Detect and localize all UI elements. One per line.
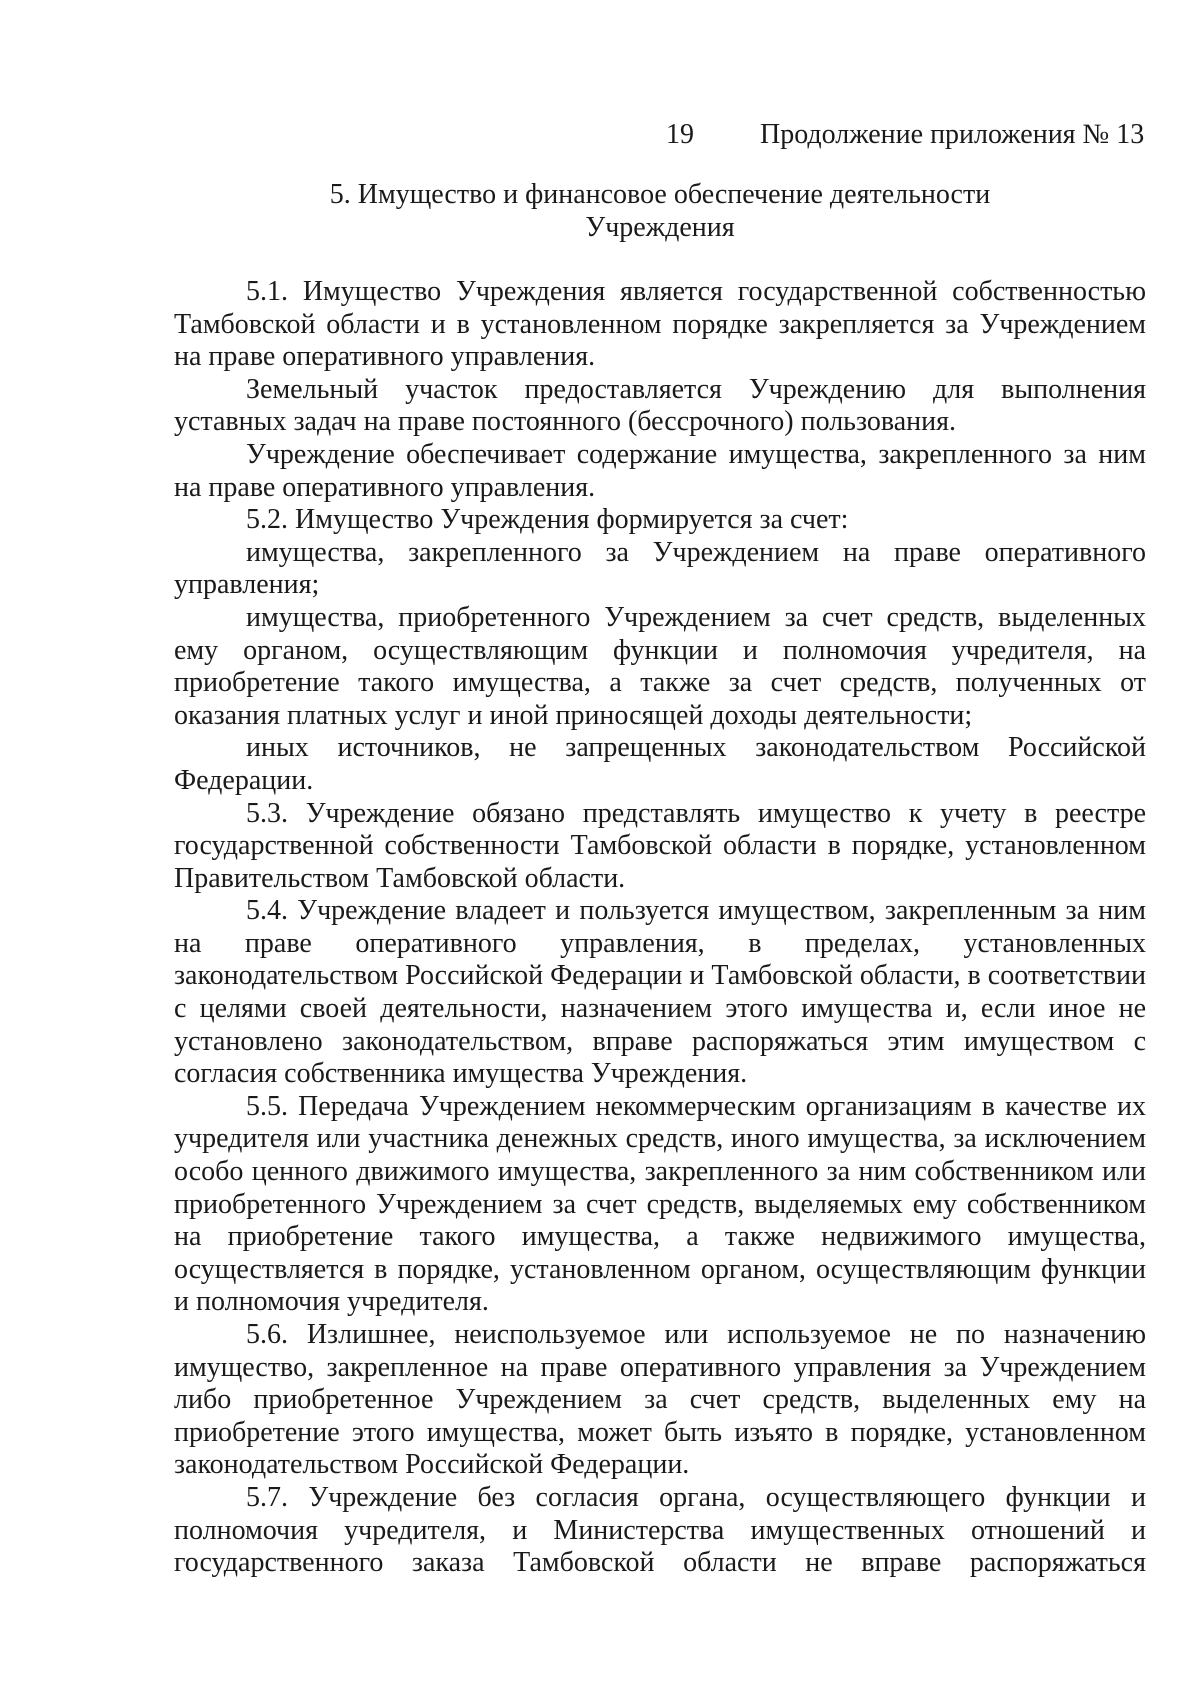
- paragraph-maintenance: Учреждение обеспечивает содержание имущества, закрепленного за ним на праве оперативного управления.: [174, 438, 1146, 503]
- list-item-other-sources: иных источников, не запрещенных законодательством Российской Федерации.: [174, 732, 1146, 796]
- section-title: [174, 178, 1146, 244]
- paragraph-5-7: 5.7. Учреждение без согласия органа, осуществляющего функции и полномочия учредителя, и Министерства имущественных отношений и государственного заказа Тамбовской области не вправе распоряжаться: [174, 1481, 1146, 1579]
- list-item-assigned-property: имущества, закрепленного за Учреждением на праве оперативного управления;: [174, 536, 1146, 601]
- section-title-line-1: 5. Имущество и финансовое обеспечение деятельности: [329, 179, 991, 210]
- paragraph-land-plot: Земельный участок предоставляется Учреждению для выполнения уставных задач на праве постоянного (бессрочного) пользования.: [174, 373, 1146, 438]
- paragraph-5-3: 5.3. Учреждение обязано представлять имущество к учету в реестре государственной собственности Тамбовской области в порядке, установленном Правительством Тамбовской области.: [174, 797, 1146, 894]
- paragraph-5-2: 5.2. Имущество Учреждения формируется за счет:: [246, 504, 849, 536]
- section-title-line-2: Учреждения: [585, 212, 735, 243]
- paragraph-5-5: 5.5. Передача Учреждением некоммерческим организациям в качестве их учредителя или участника денежных средств, иного имущества, за исключением особо ценного движимого имущества, закрепленного за ним собственником или приобретенного Учреждением за счет средств, выделяемых ему собственником на приобретение такого имущества, а также недвижимого имущества, осуществляется в порядке, установленном органом, осуществляющим функции и полномочия учредителя.: [174, 1090, 1146, 1318]
- paragraph-5-6: 5.6. Излишнее, неиспользуемое или используемое не по назначению имущество, закрепленное на праве оперативного управления за Учреждением либо приобретенное Учреждением за счет средств, выделенных ему на приобретение этого имущества, может быть изъято в порядке, установленном законодательством Российской Федерации.: [174, 1319, 1146, 1481]
- list-item-acquired-property: имущества, приобретенного Учреждением за счет средств, выделенных ему органом, осуществляющим функции и полномочия учредителя, на приобретение такого имущества, а также за счет средств, полученных от оказания платных услуг и иной приносящей доходы деятельности;: [174, 601, 1146, 731]
- page-number: 19: [666, 119, 694, 150]
- paragraph-5-4: 5.4. Учреждение владеет и пользуется имуществом, закрепленным за ним на праве оперативного управления, в пределах, установленных законодательством Российской Федерации и Тамбовской области, в соответствии с целями своей деятельности, назначением этого имущества и, если иное не установлено законодательством, вправе распоряжаться этим имуществом с согласия собственника имущества Учреждения.: [174, 895, 1146, 1090]
- page-header: [0, 115, 1200, 155]
- paragraph-5-1: 5.1. Имущество Учреждения является государственной собственностью Тамбовской области и в установленном порядке закрепляется за Учреждением на праве оперативного управления.: [174, 276, 1146, 373]
- body-text: [174, 276, 1146, 1580]
- appendix-continuation-note: Продолжение приложения № 13: [760, 119, 1145, 150]
